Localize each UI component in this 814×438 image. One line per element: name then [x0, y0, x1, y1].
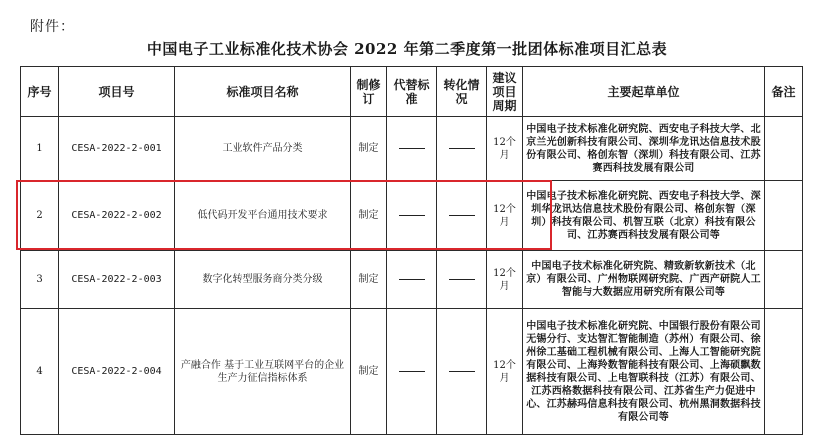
- header-replace: 代替标准: [387, 67, 437, 117]
- header-period: 建议项目周期: [487, 67, 523, 117]
- cell-remark: [765, 117, 803, 181]
- cell-remark: [765, 251, 803, 309]
- cell-replace: [387, 309, 437, 435]
- header-convert: 转化情况: [437, 67, 487, 117]
- cell-project-no: CESA-2022-2-004: [59, 309, 175, 435]
- cell-units: 中国电子技术标准化研究院、西安电子科技大学、深圳华龙讯达信息技术股份有限公司、格创东智（深圳）科技有限公司、机智互联（北京）科技有限公司、江苏赛西科技发展有限公司等: [523, 181, 765, 251]
- header-name: 标准项目名称: [175, 67, 351, 117]
- dash-mark: [399, 215, 425, 216]
- cell-name: 低代码开发平台通用技术要求: [175, 181, 351, 251]
- cell-replace: [387, 181, 437, 251]
- cell-seq: 4: [21, 309, 59, 435]
- cell-type: 制定: [351, 181, 387, 251]
- cell-seq: 3: [21, 251, 59, 309]
- cell-project-no: CESA-2022-2-002: [59, 181, 175, 251]
- dash-mark: [449, 215, 475, 216]
- table-row: [21, 251, 803, 309]
- cell-period: 12个月: [487, 117, 523, 181]
- cell-remark: [765, 181, 803, 251]
- attachment-label: 附件：: [30, 19, 75, 35]
- table-row: [21, 309, 803, 435]
- cell-name: 数字化转型服务商分类分级: [175, 251, 351, 309]
- cell-name: 产融合作 基于工业互联网平台的企业生产力征信指标体系: [175, 309, 351, 435]
- table-row: [21, 117, 803, 181]
- cell-remark: [765, 309, 803, 435]
- cell-period: 12个月: [487, 181, 523, 251]
- cell-convert: [437, 309, 487, 435]
- cell-units: 中国电子技术标准化研究院、精致新软新技术（北京）有限公司、广州物联网研究院、广西产研院人工智能与大数据应用研究所有限公司等: [523, 251, 765, 309]
- header-remark: 备注: [765, 67, 803, 117]
- cell-convert: [437, 181, 487, 251]
- cell-seq: 2: [21, 181, 59, 251]
- cell-type: 制定: [351, 251, 387, 309]
- header-project-no: 项目号: [59, 67, 175, 117]
- cell-type: 制定: [351, 309, 387, 435]
- dash-mark: [449, 148, 475, 149]
- standards-project-table: [20, 66, 803, 435]
- cell-period: 12个月: [487, 309, 523, 435]
- document-title: 中国电子工业标准化技术协会 2022 年第二季度第一批团体标准项目汇总表: [146, 40, 668, 58]
- cell-project-no: CESA-2022-2-001: [59, 117, 175, 181]
- cell-convert: [437, 117, 487, 181]
- dash-mark: [449, 279, 475, 280]
- table-header-row: [21, 67, 803, 117]
- dash-mark: [449, 371, 475, 372]
- cell-units: 中国电子技术标准化研究院、中国银行股份有限公司无锡分行、支达智汇智能制造（苏州）有限公司、徐州徐工基础工程机械有限公司、上海人工智能研究院有限公司、上海羚数智能科技有限公司、上海硕飘数据科技有限公司、上电智联科技（江苏）有限公司、江苏西格数据科技有限公司、江苏省生产力促进中心、江苏赫玛信息科技有限公司、杭州黑洞数据科技有限公司等: [523, 309, 765, 435]
- cell-replace: [387, 251, 437, 309]
- header-seq: 序号: [21, 67, 59, 117]
- cell-name: 工业软件产品分类: [175, 117, 351, 181]
- cell-type: 制定: [351, 117, 387, 181]
- cell-project-no: CESA-2022-2-003: [59, 251, 175, 309]
- cell-convert: [437, 251, 487, 309]
- dash-mark: [399, 148, 425, 149]
- cell-seq: 1: [21, 117, 59, 181]
- cell-period: 12个月: [487, 251, 523, 309]
- cell-units: 中国电子技术标准化研究院、西安电子科技大学、北京兰光创新科技有限公司、深圳华龙讯达信息技术股份有限公司、格创东智（深圳）科技有限公司、江苏赛西科技发展有限公司: [523, 117, 765, 181]
- header-type: 制修订: [351, 67, 387, 117]
- cell-replace: [387, 117, 437, 181]
- dash-mark: [399, 371, 425, 372]
- dash-mark: [399, 279, 425, 280]
- table-row: [21, 181, 803, 251]
- header-units: 主要起草单位: [523, 67, 765, 117]
